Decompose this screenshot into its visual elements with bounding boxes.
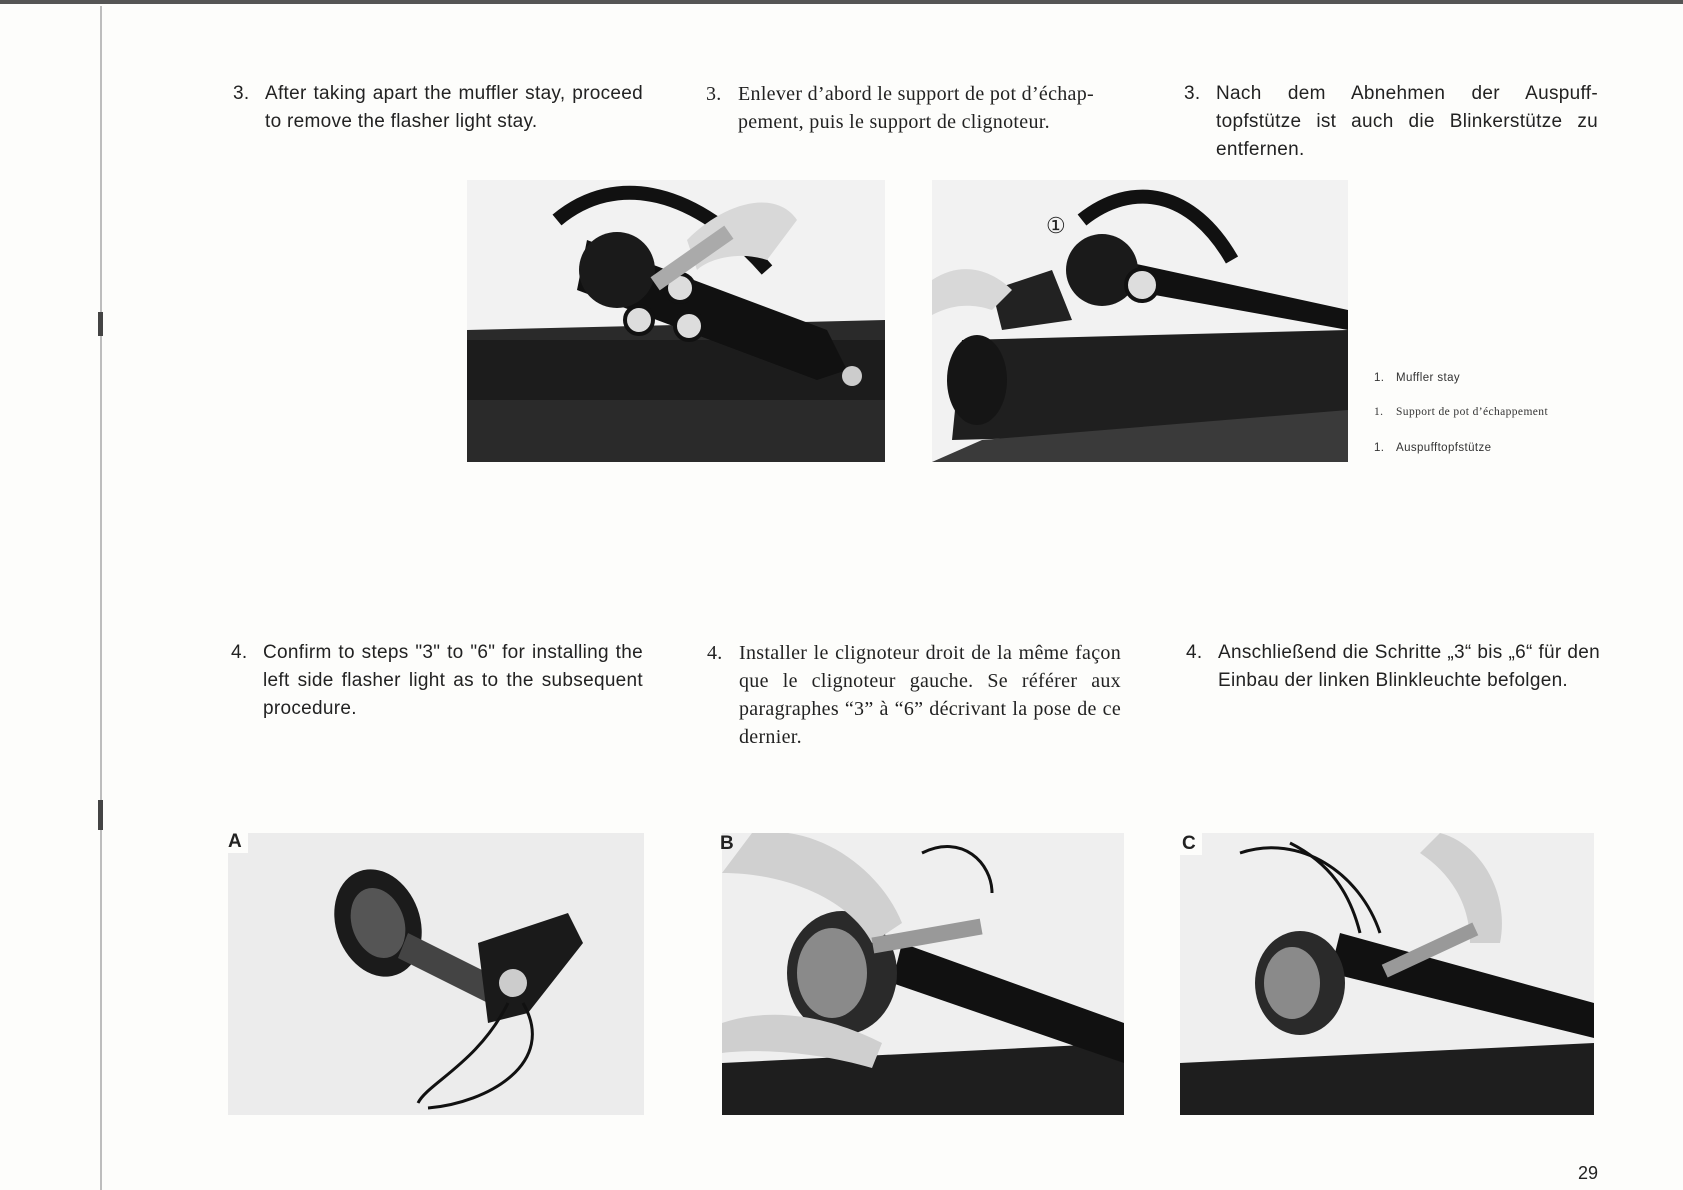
step4-en-text: Confirm to steps "3" to "6" for installing the left side flasher light as to the subsequent procedure. [263,642,643,719]
step3-en [233,80,643,136]
top-rule [0,0,1683,4]
step3-de [1184,80,1598,164]
legend-item: 1. Muffler stay [1374,372,1461,384]
page-number: 29 [1578,1163,1599,1183]
photo-muffler-stay [932,180,1348,462]
step3-fr [706,80,1094,136]
step3-fr-text: Enlever d’abord le support de pot d’échap-pement, puis le support de clignoteur. [738,83,1094,133]
binding-mark [98,800,103,830]
legend-item: 1. Support de pot d’échappement [1374,406,1549,418]
callout-number: ① [1046,213,1066,238]
step4-fr-text: Installer le clignoteur droit de la même façon que le clignoteur gauche. Se référer aux paragraphes “3” à “6” décrivant la pose de ce dernier. [739,642,1121,748]
step4-en [231,639,643,723]
binding-mark [98,312,103,336]
step4-fr [707,639,1121,751]
photo-c-tighten-flasher [1180,833,1594,1115]
photo-a-flasher-assembly [228,833,644,1115]
binding-edge [100,6,102,1190]
step3-en-text: After taking apart the muffler stay, proceed to remove the flasher light stay. [265,83,643,132]
step3-en-number: 3. [233,83,250,104]
figure-label-b: B [720,833,734,854]
step4-de [1186,639,1600,695]
step4-de-number: 4. [1186,642,1203,663]
photo-b-install-flasher [722,833,1124,1115]
figure-label-a: A [222,831,248,853]
figure-label-c: C [1176,833,1202,855]
step3-de-number: 3. [1184,83,1201,104]
photo-remove-flasher-stay [467,180,885,462]
step4-fr-number: 4. [707,642,723,664]
legend-item: 1. Auspufftopfstütze [1374,442,1492,454]
step3-fr-number: 3. [706,83,722,105]
step4-en-number: 4. [231,642,248,663]
step3-de-text: Nach dem Abnehmen der Auspuff-topfstütze ist auch die Blinkerstütze zu entfernen. [1216,83,1598,160]
step4-de-text: Anschließend die Schritte „3“ bis „6“ für den Einbau der linken Blinkleuchte befolgen. [1218,642,1600,691]
